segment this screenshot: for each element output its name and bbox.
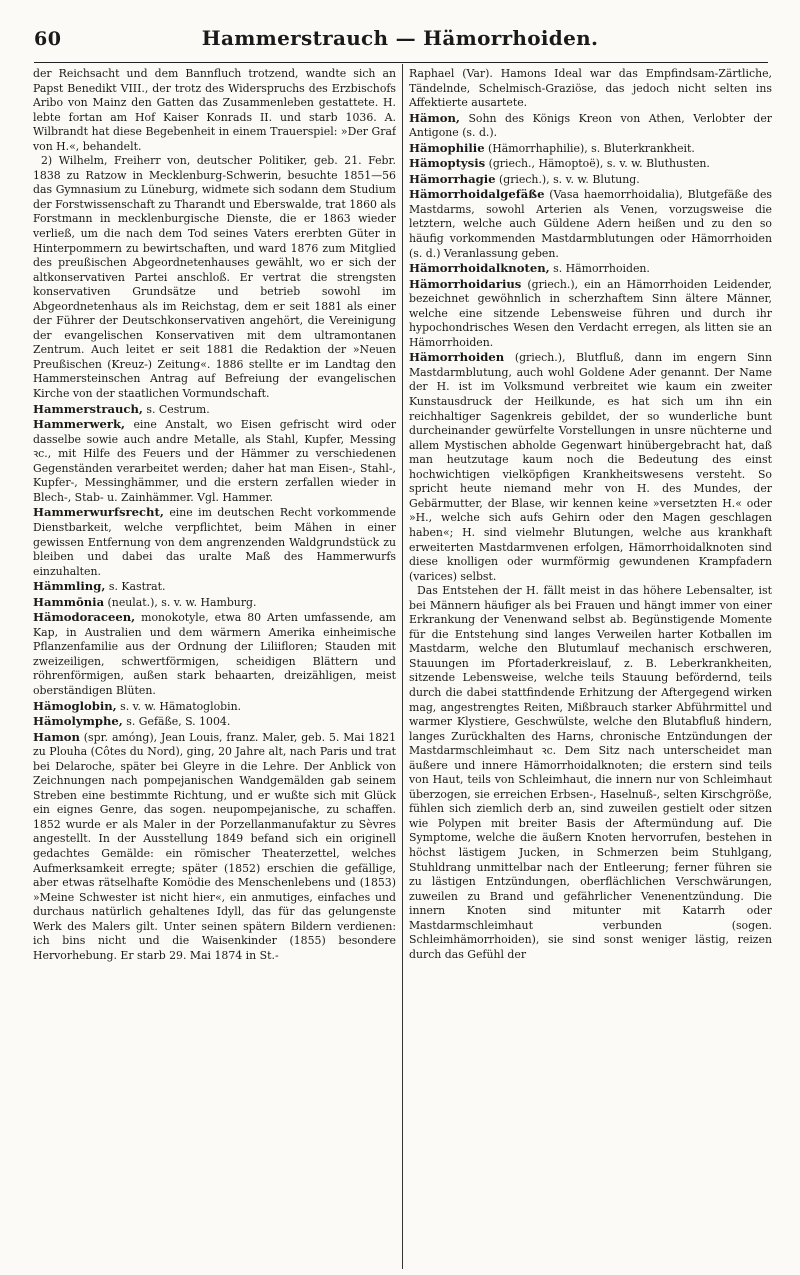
entry-subentry: 2) Wilhelm, Freiherr von, deutscher Politiker, geb. 21. Febr. 1838 zu Ratzow in Mecklenburg-Schwerin, besuchte 1851—56 das Gymnasium zu Lüneburg, widmete sich sodann dem Studium der Forstwissenschaft zu Tharandt und Eberswalde, trat 1860 als Forstmann in mecklenburgische Dienste, die er 1863 wieder verließ, um die nach dem Tod seines Vaters ererbten Güter in Hinterpommern zu bewirtschaften, und ward 1876 zum Mitglied des preußischen Abgeordnetenhauses gewählt, wo er sich der altkonservativen Partei anschloß. Er vertrat die strengsten konservativen Grundsätze und betrieb sowohl im Abgeordnetenhaus als im Reichstag, dem er seit 1881 als einer der Führer der Deutschkonservativen angehört, die Vereinigung der evangelischen Konservativen mit dem ultramontanen Zentrum. Auch leitet er seit 1881 die Redaktion der »Neuen Preußischen (Kreuz-) Zeitung«. 1886 stellte er im Landtag den Hammersteinschen Antrag auf Befreiung der evangelischen Kirche von der staatlichen Vormundschaft. [33, 154, 396, 401]
entry-haemoptysis: Hämoptysis (griech., Hämoptoë), s. v. w. Bluthusten. [409, 156, 710, 171]
entry-haemorrhoidalgefaesse: Hämorrhoidalgefäße (Vasa haemorrhoidalia), Blutgefäße des Mastdarms, sowohl Arterien als Venen, vorzugsweise die letztern, welche auch Güldene Adern heißen und zu den so häufig vorkommenden Mastdarmblutungen oder Hämorrhoiden (s. d.) Veranlassung geben. [409, 187, 772, 260]
entry-haemon: Hämon, Sohn des Königs Kreon von Athen, Verlobter der Antigone (s. d.). [409, 110, 772, 140]
entry-haemophilie: Hämophilie (Hämorrhaphilie), s. Bluterkrankheit. [409, 140, 695, 155]
entry-haemorrhoidalknoten: Hämorrhoidalknoten, s. Hämorrhoiden. [409, 261, 650, 276]
entry-haemmling: Hämmling, s. Kastrat. [33, 579, 166, 594]
entry-haemoglobin: Hämoglobin, s. v. w. Hämatoglobin. [33, 698, 242, 713]
entry-hammerstrauch: Hammerstrauch, s. Cestrum. [33, 401, 210, 416]
page-header [0, 0, 800, 64]
running-title: Hammerstrauch — Hämorrhoiden. [201, 26, 599, 50]
entry-paragraph: Das Entstehen der H. fällt meist in das höhere Lebensalter, ist bei Männern häufiger als bei Frauen und hängt immer von einer Erkrankung der Venenwand selbst ab. Begünstigende Momente für die Entstehung sind langes Verweilen harter Kotballen im Mastdarm, welche den Blutumlauf mechanisch erschweren, Stauungen im Pfortaderkreislauf, z. B. Leberkrankheiten, sitzende Lebensweise, welche teils Stauung befördernd, teils durch die dabei stattfindende Erhitzung der Aftergegend wirken mag, angestrengtes Reiten, Mißbrauch starker Abführmittel und warmer Klystiere, Geschwülste, welche den Blutabfluß hindern, langes Zurückhalten des Harns, chronische Entzündungen der Mastdarmschleimhaut ꝛc. Dem Sitz nach unterscheidet man äußere und innere Hämorrhoidalknoten; die erstern sind teils von Haut, teils von Schleimhaut, die innern nur von Schleimhaut überzogen, sie erreichen Erbsen-, Haselnuß-, selten Kirschgröße, fühlen sich ziemlich derb an, sind zuweilen gestielt oder sitzen wie Polypen mit breiter Basis der Aftermündung auf. Die Symptome, welche die äußern Knoten hervorrufen, bestehen in höchst lästigem Jucken, in Schmerzen beim Stuhlgang, Stuhldrang unmittelbar nach der Entleerung; ferner führen sie zu lästigen Entzündungen, oberflächlichen Verschwärungen, zuweilen zu Brand und gefährlicher Venenentzündung. Die innern Knoten sind mitunter mit Katarrh oder Mastdarmschleimhaut verbunden (sogen. Schleimhämorrhoiden), sie sind sonst weniger lästig, reizen durch das Gefühl der [409, 584, 772, 961]
right-column [409, 67, 772, 1267]
entry-hammonia: Hammōnia (neulat.), s. v. w. Hamburg. [33, 594, 257, 609]
entry-hamon: Hamon (spr. amóng), Jean Louis, franz. Maler, geb. 5. Mai 1821 zu Plouha (Côtes du Nord), ging, 20 Jahre alt, nach Paris und trat bei Delaroche, später bei Gleyre in die Lehre. Der Anblick von Zeichnungen nach pompejanischen Wandgemälden gab seinem Streben eine bestimmte Richtung, und er wußte sich mit Glück ein eignes Genre, das sogen. neupompejanische, zu schaffen. 1852 wurde er als Maler in der Porzellanmanufaktur zu Sèvres angestellt. In der Ausstellung 1849 befand sich ein originell gedachtes Gemälde: ein römischer Theaterzettel, welches Aufmerksamkeit erregte; später (1852) erschien die gefällige, aber etwas rätselhafte Komödie des Menschenlebens und (1853) »Meine Schwester ist nicht hier«, ein anmutiges, einfaches und durchaus natürlich gehaltenes Idyll, das für das gelungenste Werk des Malers gilt. Unter seinen spätern Bildern verdienen: ich bins nicht und die Waisenkinder (1855) besondere Hervorhebung. Er starb 29. Mai 1874 in St.- [33, 729, 396, 962]
entry-continuation: Raphael (Var). Hamons Ideal war das Empfindsam-Zärtliche, Tändelnde, Schelmisch-Graziöse, das jedoch nicht selten ins Affektierte ausartete. [409, 67, 772, 110]
entry-haemorrhagie: Hämorrhagie (griech.), s. v. w. Blutung. [409, 171, 640, 186]
entry-hammerwurfsrecht: Hammerwurfsrecht, eine im deutschen Recht vorkommende Dienstbarkeit, welche verpflichtet, beim Mähen in einer gewissen Entfernung von dem angrenzenden Waldgrundstück zu bleiben und dabei das uralte Maß des Hammerwurfs einzuhalten. [33, 505, 396, 578]
entry-hammerwerk: Hammerwerk, eine Anstalt, wo Eisen gefrischt wird oder dasselbe sowie auch andre Metalle, als Stahl, Kupfer, Messing ꝛc., mit Hilfe des Feuers und der Hämmer zu verschiedenen Gegenständen verarbeitet werden; daher hat man Eisen-, Stahl-, Kupfer-, Messinghämmer, und die erstern zerfallen wieder in Blech-, Stab- u. Zainhämmer. Vgl. Hammer. [33, 417, 396, 504]
entry-haemorrhoidarius: Hämorrhoidarius (griech.), ein an Hämorrhoiden Leidender, bezeichnet gewöhnlich in scherzhaftem Sinn ältere Männer, welche eine sitzende Lebensweise führen und durch ihr hypochondrisches Wesen den Verdacht erregen, als litten sie an Hämorrhoiden. [409, 276, 772, 349]
entry-haemorrhoiden: Hämorrhoiden (griech.), Blutfluß, dann im engern Sinn Mastdarmblutung, auch wohl Goldene Ader genannt. Der Name der H. ist im Volksmund verbreitet wie kaum ein zweiter Kunstausdruck der Heilkunde, es hat sich um ihn ein reichhaltiger Sagenkreis gebildet, der so wunderliche bunt durcheinander gewürfelte Vorstellungen in unsre nüchterne und allem Mystischen abholde Gegenwart hinübergebracht hat, daß man heutzutage kaum noch die Bedeutung des einst hochwichtigen vielköpfigen Krankheitswesens versteht. So spricht heute niemand mehr von H. des Mundes, der Gebärmutter, der Blase, wir kennen keine »versetzten H.« oder »H., welche sich aufs Gehirn oder den Magen geschlagen haben«; H. sind vielmehr Blutungen, welche aus krankhaft erweiterten Mastdarmvenen erfolgen, Hämorrhoidalknoten sind diese knolligen oder wurmförmig gewundenen Krampfadern (varices) selbst. [409, 350, 772, 583]
page-number: 60 [34, 28, 62, 50]
column-divider [402, 64, 403, 1269]
left-column [33, 67, 396, 1267]
header-rule [34, 62, 768, 63]
entry-haemodoraceen: Hämodoraceen, monokotyle, etwa 80 Arten umfassende, am Kap, in Australien und dem wärmern Amerika einheimische Pflanzenfamilie aus der Ordnung der Liliifloren; Stauden mit zweizeiligen, schwertförmigen, scheidigen Blättern und röhrenförmigen, außen stark behaarten, dreizähligen, meist oberständigen Blüten. [33, 610, 396, 697]
entry-continuation: der Reichsacht und dem Bannfluch trotzend, wandte sich an Papst Benedikt VIII., der trotz des Widerspruchs des Erzbischofs Aribo von Mainz den Gatten das Zusammenleben gestattete. H. lebte fortan am Hof Kaiser Konrads II. und starb 1036. A. Wilbrandt hat diese Begebenheit in einem Trauerspiel: »Der Graf von H.«, behandelt. [33, 67, 396, 153]
entry-haemolymphe: Hämolymphe, s. Gefäße, S. 1004. [33, 714, 231, 729]
